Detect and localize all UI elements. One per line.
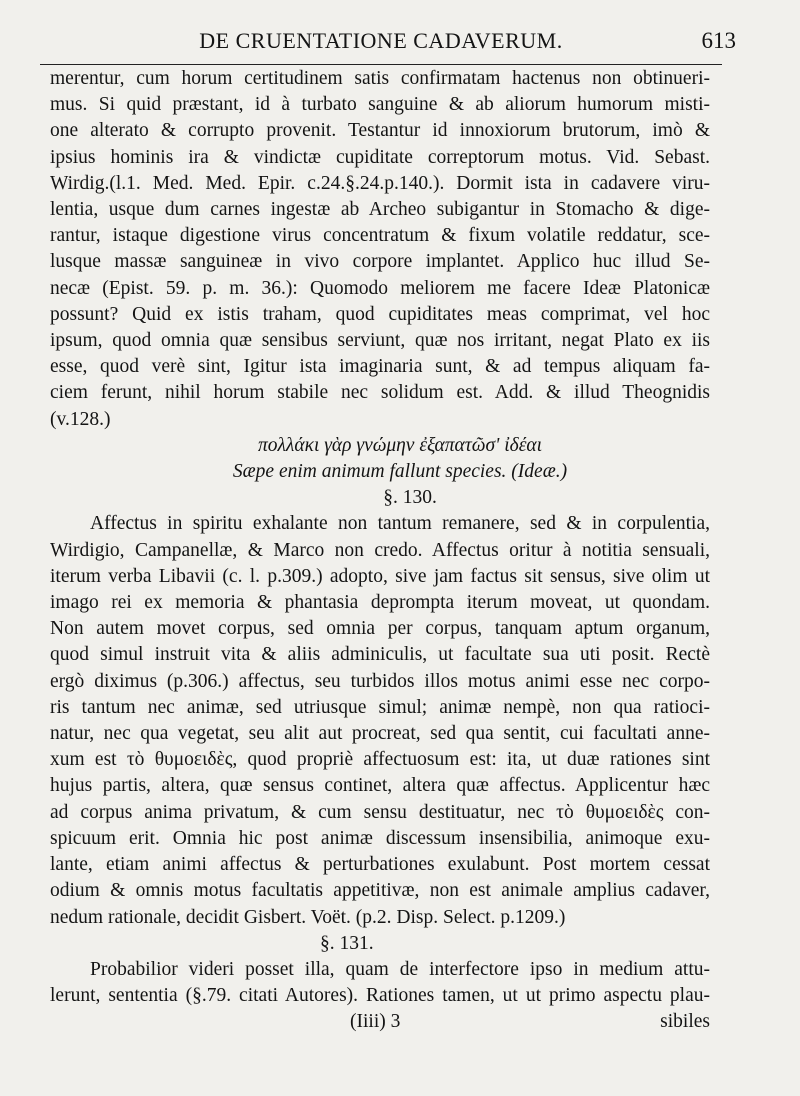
signature-mark: (Iiii) 3 (350, 1011, 401, 1033)
text-line: mus. Si quid præstant, id à turbato sanguine & ab aliorum humorum misti- (50, 94, 710, 116)
text-line: necæ (Epist. 59. p. m. 36.): Quomodo meliorem me facere Ideæ Platonicæ (50, 277, 710, 299)
text-line: Probabilior videri posset illa, quam de interfectore ipso in medium attu- (90, 958, 710, 980)
text-line: lerunt, sententia (§.79. citati Autores). Rationes tamen, ut ut primo aspectu plau- (50, 985, 710, 1007)
text-line: Affectus in spiritu exhalante non tantum remanere, sed & in corpulentia, (90, 513, 710, 535)
text-line: odium & omnis motus facultatis appetitivæ, non est animale amplius cadaver, (50, 880, 710, 902)
text-line: ergò diximus (p.306.) affectus, seu turbidos illos motus animi esse nec corpo- (50, 670, 710, 692)
page-body (50, 66, 710, 1035)
paragraph-131 (50, 957, 710, 1009)
text-line: one alterato & corrupto provenit. Testantur id innoxiorum brutorum, imò & (50, 120, 710, 142)
running-title: DE CRUENTATIONE CADAVERUM. (199, 28, 563, 53)
text-line: possunt? Quid ex istis traham, quod cupiditates meas comprimat, vel hoc (50, 303, 710, 325)
text-line: Wirdig.(l.1. Med. Med. Epir. c.24.§.24.p.140.). Dormit ista in cadavere viru- (50, 172, 710, 194)
text-line: Wirdigio, Campanellæ, & Marco non credo. Affectus oritur à notitia sensuali, (50, 539, 710, 561)
text-line: quod simul instruit vita & aliis adminiculis, ut facultate sua uti posit. Rectè (50, 644, 710, 666)
text-line: iterum verba Libavii (c. l. p.309.) adopto, sive jam factus sit sensus, sive olim ut (50, 565, 710, 587)
page-header (40, 26, 736, 65)
text-line: natur, nec qua vegetat, seu alit aut procreat, sed qua sentit, cui facultati anne- (50, 723, 710, 745)
text-line: ipsius hominis ira & vindictæ cupiditate correptorum motus. Vid. Sebast. (50, 146, 710, 168)
text-line: hujus partis, altera, quæ sensus continet, altera quæ affectus. Applicentur hæc (50, 775, 710, 797)
page-number: 613 (701, 28, 736, 53)
catchword: sibiles (660, 1011, 710, 1033)
page-footer (50, 1009, 710, 1035)
greek-verse: πολλάκι γὰρ γνώμην ἐξαπατῶσ' ἰδέαι (257, 434, 543, 456)
text-line: ad corpus anima privatum, & cum sensu destituatur, nec τὸ θυμοειδὲς con- (50, 801, 710, 823)
text-line: ris tantum nec animæ, sed utriusque simul; animæ nempè, non qua ratioci- (50, 696, 710, 718)
text-line: ipsum, quod omnia quæ sensibus serviunt, quæ nos irritant, negat Plato ex iis (50, 330, 710, 352)
section-heading-131: §. 131. (320, 932, 374, 954)
text-line: lusque massæ sanguineæ in vivo corpore implantet. Applico huc illud Se- (50, 251, 710, 273)
text-line: esse, quod verè sint, Igitur ista imaginaria sunt, & ad tempus aliquam fa- (50, 356, 710, 378)
text-line: xum est τὸ θυμοειδὲς, quod propriè affectuosum est: ita, ut duæ rationes sint (50, 749, 710, 771)
text-line: nedum rationale, decidit Gisbert. Voët. (p.2. Disp. Select. p.1209.) (50, 906, 566, 928)
text-line: rantur, istaque digestione virus concentratum & fixum volatile reddatur, sce- (50, 225, 710, 247)
text-line: lante, etiam animi affectus & perturbationes exulabunt. Post mortem cessat (50, 854, 710, 876)
paragraph-129-continued (50, 66, 710, 433)
text-line: spicuum erit. Omnia hic post animæ discessum insensibilia, animoque exu- (50, 827, 710, 849)
section-heading-130: §. 130. (383, 487, 437, 509)
text-line: merentur, cum horum certitudinem satis confirmatam hactenus non obtinueri- (50, 68, 710, 89)
text-line: imago rei ex memoria & phantasia deprompta iterum moveat, ut quondam. (50, 592, 710, 614)
latin-verse: Sæpe enim animum fallunt species. (Ideæ.) (232, 461, 568, 483)
text-line: ciem ferunt, nihil horum stabile nec solidum est. Add. & illud Theognidis (50, 382, 710, 404)
text-line: Non autem movet corpus, sed omnia per corpus, tanquam aptum organum, (50, 618, 710, 640)
text-line: (v.128.) (50, 408, 111, 430)
paragraph-130 (50, 511, 710, 930)
text-line: lentia, usque dum carnes ingestæ ab Archeo subigantur in Stomacho & dige- (50, 199, 710, 221)
